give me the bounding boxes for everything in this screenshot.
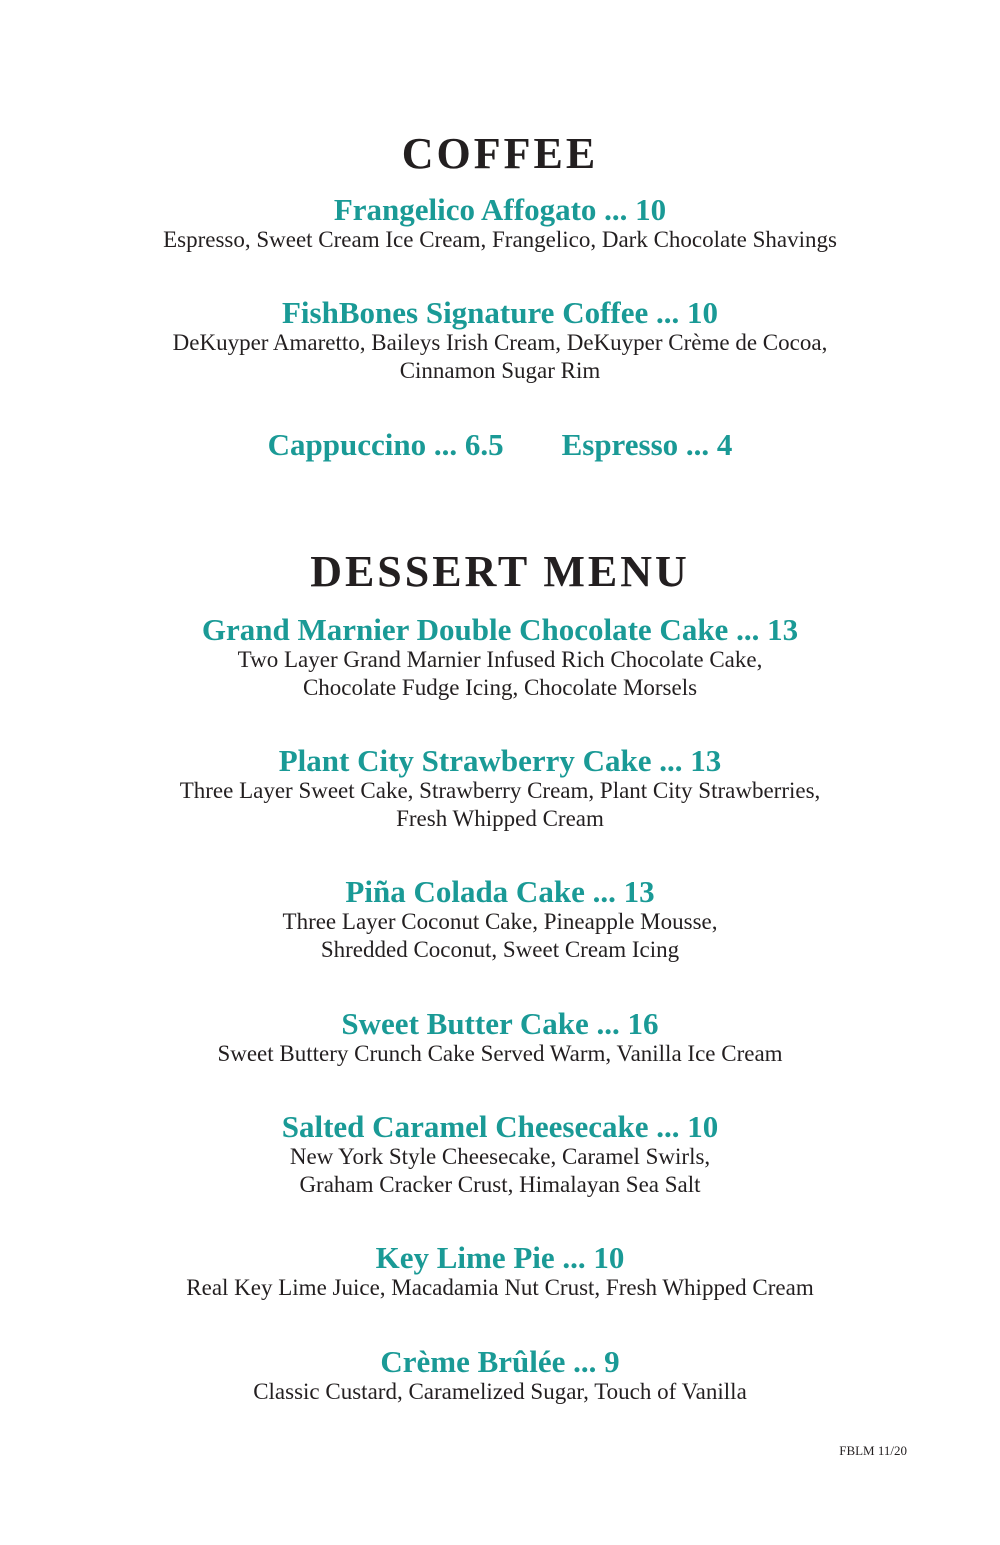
menu-item-creme-brulee	[0, 1346, 1000, 1406]
menu-item-sweet-butter-cake	[0, 1008, 1000, 1068]
menu-item-frangelico-affogato	[0, 194, 1000, 254]
menu-item-fishbones-signature-coffee	[0, 297, 1000, 385]
item-name: FishBones Signature Coffee ... 10	[281, 295, 718, 330]
item-name: Salted Caramel Cheesecake ... 10	[281, 1109, 719, 1144]
menu-item-espresso: Espresso ... 4	[561, 427, 733, 462]
menu-item-salted-caramel-cheesecake	[0, 1111, 1000, 1199]
menu-item-grand-marnier-cake	[0, 614, 1000, 702]
item-name: Frangelico Affogato ... 10	[333, 192, 667, 227]
dessert-menu-heading: DESSERT MENU	[310, 547, 690, 596]
item-description: Chocolate Fudge Icing, Chocolate Morsels	[302, 675, 698, 700]
item-name: Sweet Butter Cake ... 16	[341, 1006, 659, 1041]
item-description: DeKuyper Amaretto, Baileys Irish Cream, DeKuyper Crème de Cocoa,	[172, 330, 828, 355]
item-description: Three Layer Coconut Cake, Pineapple Mousse,	[282, 909, 718, 934]
item-name: Key Lime Pie ... 10	[375, 1240, 625, 1275]
item-description: Real Key Lime Juice, Macadamia Nut Crust, Fresh Whipped Cream	[186, 1275, 814, 1300]
menu-item-pina-colada-cake	[0, 876, 1000, 964]
menu-item-cappuccino: Cappuccino ... 6.5	[267, 427, 504, 462]
item-description: Fresh Whipped Cream	[396, 806, 604, 831]
item-description: Two Layer Grand Marnier Infused Rich Chocolate Cake,	[237, 647, 763, 672]
item-description: New York Style Cheesecake, Caramel Swirls,	[289, 1144, 711, 1169]
item-description: Sweet Buttery Crunch Cake Served Warm, Vanilla Ice Cream	[217, 1041, 783, 1066]
item-description: Classic Custard, Caramelized Sugar, Touch of Vanilla	[253, 1379, 747, 1404]
coffee-heading: COFFEE	[401, 129, 599, 178]
item-name: Crème Brûlée ... 9	[380, 1344, 620, 1379]
item-name: Plant City Strawberry Cake ... 13	[278, 743, 722, 778]
menu-item-key-lime-pie	[0, 1242, 1000, 1302]
coffee-pair-row	[0, 428, 1000, 462]
item-description: Espresso, Sweet Cream Ice Cream, Frangelico, Dark Chocolate Shavings	[163, 227, 837, 252]
item-description: Graham Cracker Crust, Himalayan Sea Salt	[299, 1172, 701, 1197]
item-description: Three Layer Sweet Cake, Strawberry Cream, Plant City Strawberries,	[179, 778, 821, 803]
item-description: Shredded Coconut, Sweet Cream Icing	[320, 937, 680, 962]
item-description: Cinnamon Sugar Rim	[399, 358, 601, 383]
menu-version-code: FBLM 11/20	[839, 1443, 907, 1458]
item-name: Grand Marnier Double Chocolate Cake ... 13	[201, 612, 799, 647]
menu-item-plant-city-strawberry-cake	[0, 745, 1000, 833]
item-name: Piña Colada Cake ... 13	[345, 874, 655, 909]
